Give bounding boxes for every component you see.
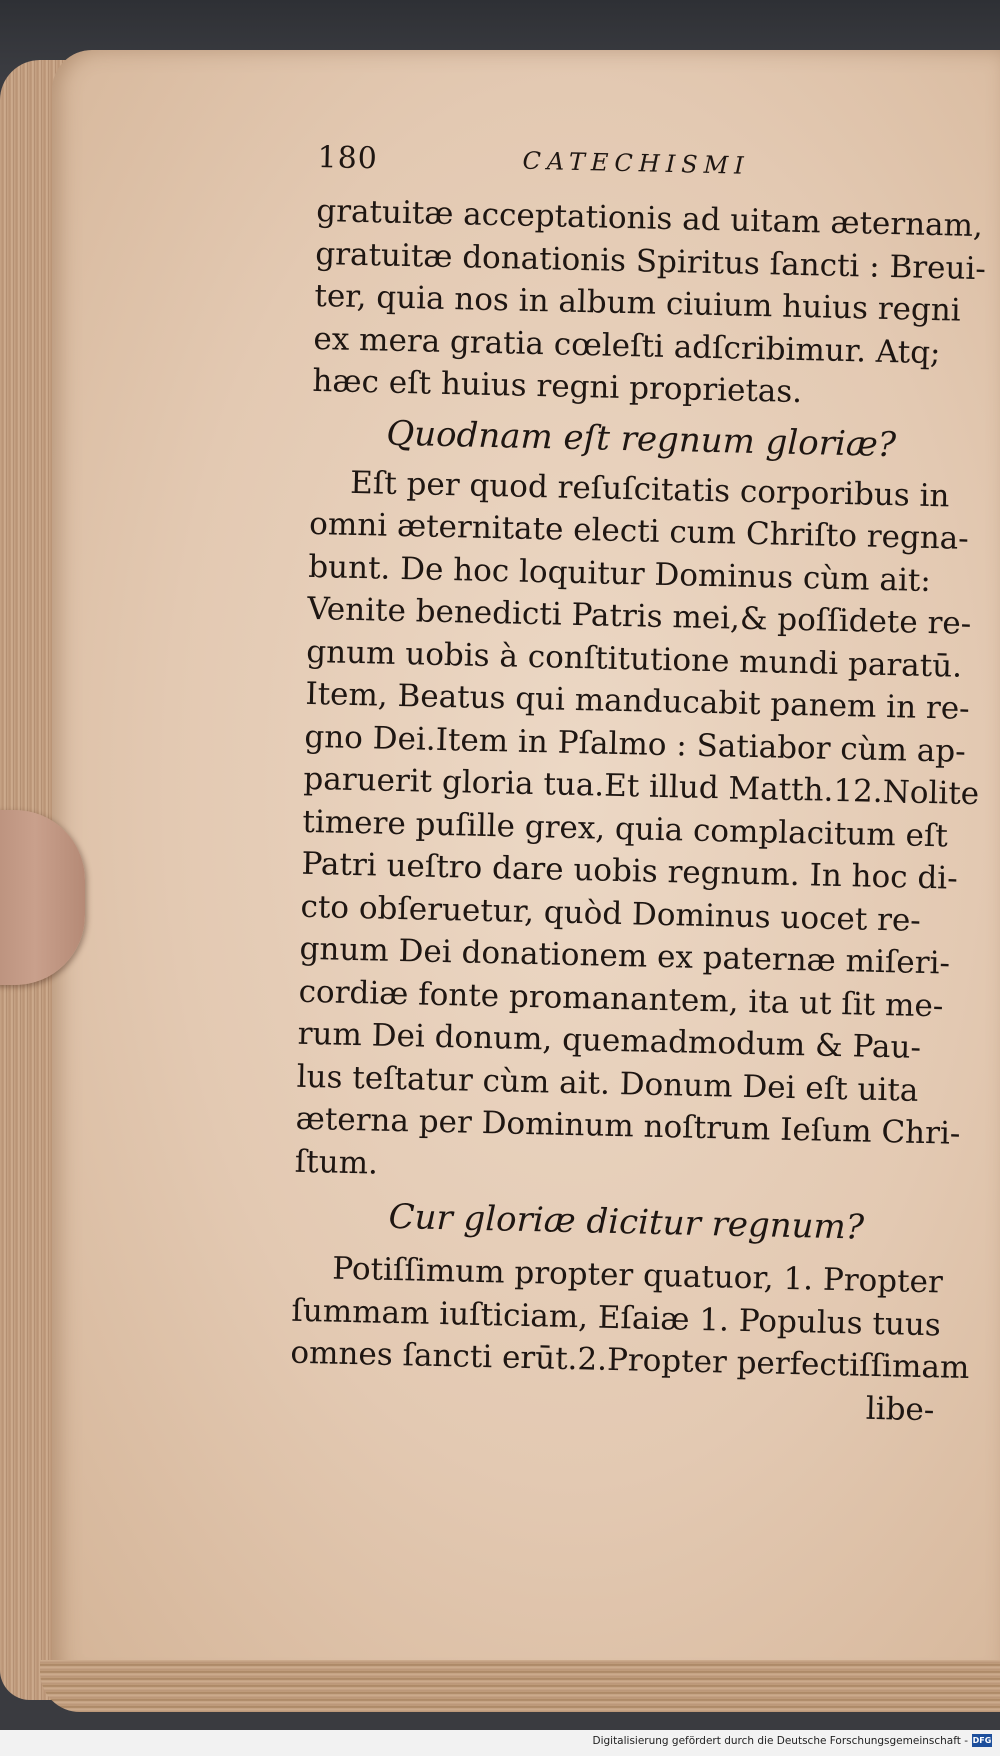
text-line: paruerit gloria tua.Et illud Matth.12.Nolite: [303, 760, 980, 813]
text-line: Item, Beatus qui manducabit panem in re-: [305, 675, 971, 727]
text-line: Venite benedicti Patris mei,& poſſidete re-: [306, 590, 972, 642]
text-line: timere puſille grex, quia complacitum eſt: [302, 803, 949, 854]
text-line: gnum Dei donationem ex paternæ miſeri-: [299, 930, 951, 982]
text-line: ter, quia nos in album ciuium huius regni: [314, 277, 962, 329]
book-bottom-edges: [40, 1660, 1000, 1712]
text-line: ex mera gratia cœleſti adſcribimur. Atq;: [313, 320, 941, 371]
text-block: [289, 140, 988, 1432]
text-line: omni æternitate electi cum Chriſto regna-: [308, 505, 970, 557]
text-line: gratuitæ donationis Spiritus ſancti : Breui-: [315, 235, 987, 287]
text-line: ſtum.: [294, 1143, 379, 1182]
text-line: cto obſeruetur, quòd Dominus uocet re-: [300, 888, 922, 939]
paragraph-1: [312, 190, 987, 418]
answer-1: [294, 460, 980, 1198]
dfg-logo: DFG: [972, 1736, 992, 1745]
question-heading: Cur gloriæ dicitur regnum?: [388, 1196, 865, 1248]
text-line: gnum uobis à conſtitutione mundi paratū.: [305, 633, 963, 685]
question-heading: Quodnam eſt regnum gloriæ?: [385, 413, 897, 465]
text-line: cordiæ fonte promanantem, ita ut ſit me-: [298, 973, 944, 1024]
funding-credit: Digitalisierung gefördert durch die Deutsche Forschungsgemeinschaft -: [592, 1735, 968, 1747]
text-line: bunt. De hoc loquitur Dominus cùm ait:: [307, 548, 932, 599]
page-number: 180: [317, 140, 379, 177]
text-line: Potiſſimum propter quatuor, 1. Propter: [331, 1250, 944, 1301]
catchword: libe-: [865, 1390, 935, 1428]
text-line: Eſt per quod reſuſcitatis corporibus in: [349, 464, 950, 514]
text-line: rum Dei donum, quemadmodum & Pau-: [297, 1015, 922, 1066]
text-line: omnes ſancti erūt.2.Propter perfectiſſimam: [290, 1334, 970, 1387]
text-line: hæc eſt huius regni proprietas.: [312, 362, 803, 411]
running-head: CATECHISMI: [522, 146, 751, 180]
answer-2: [289, 1247, 970, 1432]
text-line: lus teſtatur cùm ait. Donum Dei eſt uita: [296, 1058, 919, 1109]
text-line: æterna per Dominum noſtrum Ieſum Chri-: [295, 1100, 961, 1152]
text-line: gno Dei.Item in Pſalmo : Satiabor cùm ap-: [304, 718, 967, 770]
text-line: gratuitæ acceptationis ad uitam æternam,: [315, 192, 984, 245]
text-line: Patri ueſtro dare uobis regnum. In hoc di-: [301, 845, 959, 897]
text-line: ſummam iuſticiam, Eſaiæ 1. Populus tuus: [291, 1292, 942, 1343]
